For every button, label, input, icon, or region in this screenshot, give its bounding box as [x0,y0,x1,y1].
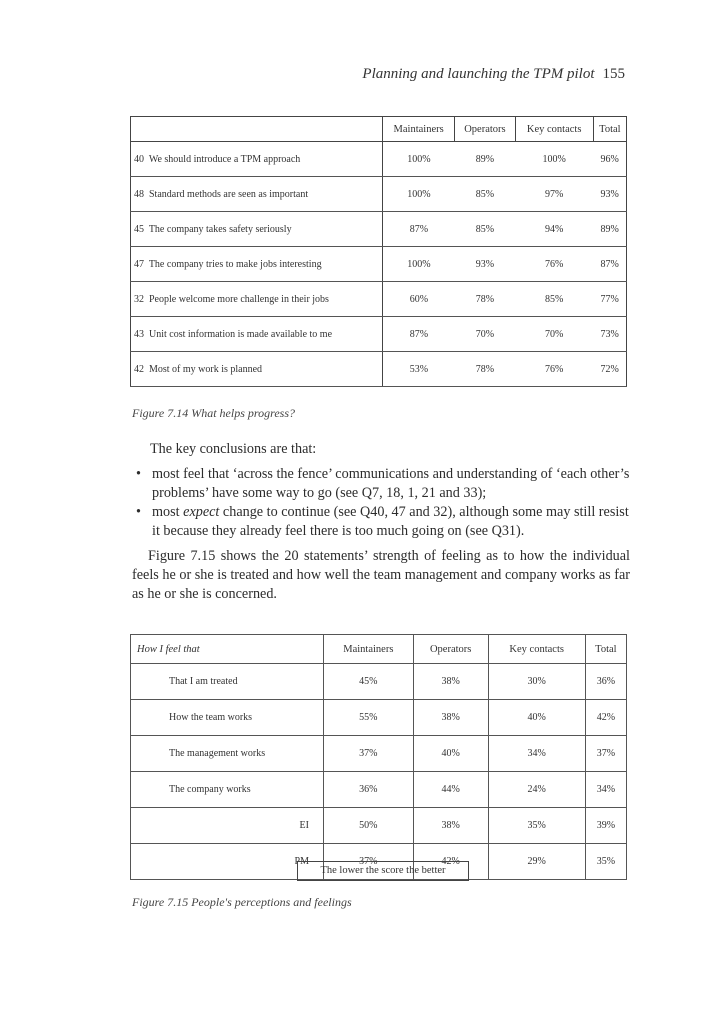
statement-text: Standard methods are seen as important [149,188,309,200]
figure-7-15-table [130,634,627,880]
figure-7-14-table [130,116,627,387]
value-cell: 93% [455,247,515,282]
value-cell: 44% [413,772,488,808]
statement-number: 48 [134,188,144,200]
table-row [131,177,627,212]
body-paragraph: Figure 7.15 shows the 20 statements’ strength of feeling as to how the individual feels he or she is treated and how well the team management and company works as far as he or she is concerned. [132,548,630,602]
conclusions-intro: The key conclusions are that: [150,441,317,457]
row-label: The management works [131,736,324,772]
value-cell: 37% [324,736,414,772]
value-cell: 78% [455,352,515,387]
table-row [131,664,627,700]
bullet-text-post: change to continue (see Q40, 47 and 32), although some may still resist it because they already feel there is too much going on (see Q31). [152,504,629,539]
statement-text: People welcome more challenge in their jobs [149,293,329,305]
list-item [132,503,630,541]
value-cell: 85% [455,177,515,212]
row-label: PM [131,844,324,880]
value-cell: 38% [413,664,488,700]
value-cell: 70% [455,317,515,352]
row-header-label: How I feel that [131,635,324,664]
value-cell: 73% [593,317,626,352]
value-cell: 89% [593,212,626,247]
row-label: How the team works [131,700,324,736]
bullet-icon: • [136,504,141,520]
value-cell: 89% [455,142,515,177]
table-header-row [131,635,627,664]
value-cell: 45% [324,664,414,700]
value-cell: 38% [413,700,488,736]
statement-cell [131,177,383,212]
value-cell: 37% [585,736,626,772]
value-cell: 35% [585,844,626,880]
statement-text: The company takes safety seriously [148,223,292,235]
bullet-text: most feel that ‘across the fence’ communications and understanding of ‘each other’s problems’ have some way to go (see Q7, 18, 1, 21 and 33); [152,466,630,501]
statement-cell [131,142,383,177]
value-cell: 76% [515,247,593,282]
col-maintainers: Maintainers [324,635,414,664]
value-cell: 97% [515,177,593,212]
table-row [131,212,627,247]
table-row [131,772,627,808]
value-cell: 100% [515,142,593,177]
value-cell: 40% [488,700,585,736]
running-title: Planning and launching the TPM pilot [362,66,595,82]
table-row [131,282,627,317]
value-cell: 36% [585,664,626,700]
page-number: 155 [602,66,625,82]
value-cell: 24% [488,772,585,808]
value-cell: 77% [593,282,626,317]
value-cell: 96% [593,142,626,177]
col-operators: Operators [413,635,488,664]
value-cell: 93% [593,177,626,212]
row-label: The company works [131,772,324,808]
figure-7-15-caption: Figure 7.15 People's perceptions and feelings [132,895,352,909]
value-cell: 55% [324,700,414,736]
statement-number: 43 [134,328,144,340]
statement-cell [131,352,383,387]
statement-text: Most of my work is planned [149,363,263,375]
bullet-text-pre: most [152,504,184,520]
value-cell: 53% [383,352,455,387]
value-cell: 34% [585,772,626,808]
value-cell: 38% [413,808,488,844]
value-cell: 30% [488,664,585,700]
value-cell: 85% [455,212,515,247]
col-total: Total [593,117,626,142]
statement-cell [131,212,383,247]
value-cell: 36% [324,772,414,808]
statement-cell [131,317,383,352]
col-total: Total [585,635,626,664]
statement-cell [131,247,383,282]
statement-number: 45 [134,223,144,235]
value-cell: 40% [413,736,488,772]
value-cell: 87% [383,212,455,247]
col-key-contacts: Key contacts [515,117,593,142]
table-row [131,317,627,352]
table-row [131,736,627,772]
value-cell: 100% [383,177,455,212]
table-row [131,808,627,844]
table-row [131,142,627,177]
value-cell: 42% [585,700,626,736]
statement-text: We should introduce a TPM approach [148,153,301,165]
value-cell: 34% [488,736,585,772]
row-label: That I am treated [131,664,324,700]
value-cell: 100% [383,142,455,177]
table-header-row [131,117,627,142]
col-maintainers: Maintainers [383,117,455,142]
value-cell: 60% [383,282,455,317]
statement-number: 32 [134,293,144,305]
conclusions-list [132,465,630,541]
statement-number: 40 [134,153,144,165]
table-row [131,700,627,736]
statement-number: 42 [134,363,144,375]
list-item [132,465,630,503]
statement-text: The company tries to make jobs interesting [148,258,322,270]
value-cell: 42% [413,844,488,880]
statement-text: Unit cost information is made available to me [149,328,333,340]
header-blank-cell [131,117,383,142]
value-cell: 72% [593,352,626,387]
value-cell: 76% [515,352,593,387]
value-cell: 87% [383,317,455,352]
value-cell: 29% [488,844,585,880]
statement-cell [131,282,383,317]
col-key-contacts: Key contacts [488,635,585,664]
value-cell: 85% [515,282,593,317]
statement-number: 47 [134,258,144,270]
figure-7-14-caption: Figure 7.14 What helps progress? [132,406,295,420]
value-cell: 100% [383,247,455,282]
bullet-emphasis: expect [183,504,220,520]
value-cell: 87% [593,247,626,282]
value-cell: 70% [515,317,593,352]
score-note: The lower the score the better [297,861,469,881]
value-cell: 94% [515,212,593,247]
table-row [131,352,627,387]
bullet-icon: • [136,466,141,482]
col-operators: Operators [455,117,515,142]
running-header [362,66,625,83]
row-label: EI [131,808,324,844]
value-cell: 35% [488,808,585,844]
value-cell: 50% [324,808,414,844]
value-cell: 78% [455,282,515,317]
value-cell: 37% [324,844,414,880]
value-cell: 39% [585,808,626,844]
table-row [131,247,627,282]
